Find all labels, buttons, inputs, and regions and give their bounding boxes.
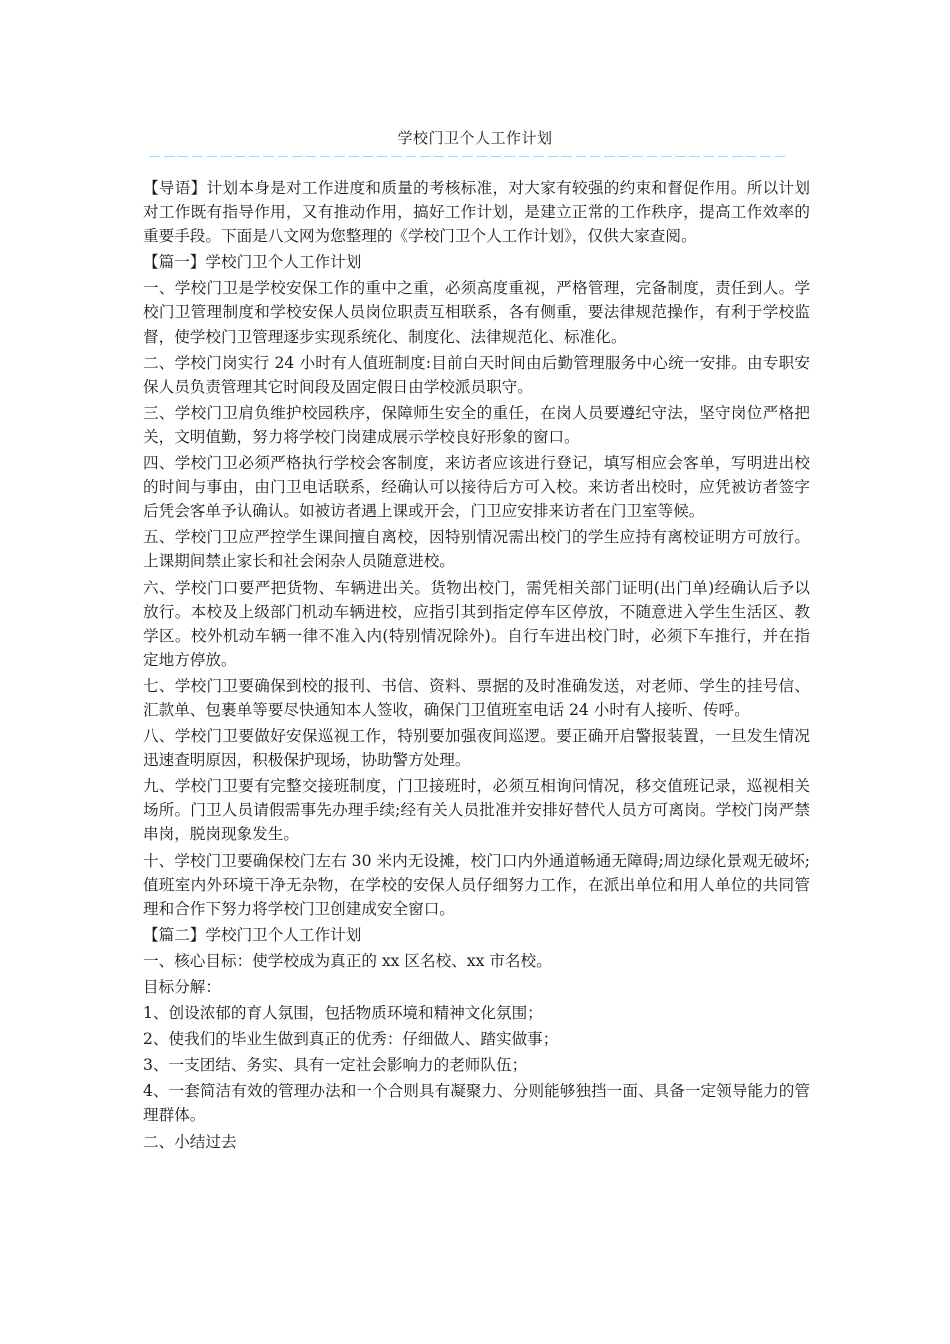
list-item: 2、使我们的毕业生做到真正的优秀：仔细做人、踏实做事； — [143, 1030, 559, 1049]
document-title: 学校门卫个人工作计划 — [397, 129, 553, 147]
paragraph: 五、学校门卫应严控学生课间擅自离校，因特别情况需出校门的学生应持有离校证明方可放行。上课期间禁止家长和社会闲杂人员随意进校。 — [143, 528, 810, 571]
paragraph: 六、学校门口要严把货物、车辆进出关。货物出校门，需凭相关部门证明(出门单)经确认后予以放行。本校及上级部门机动车辆进校，应指引其到指定停车区停放，不随意进入学生生活区、教学区。校外机动车辆一律不准入内(特别情况除外)。自行车进出校门时，必须下车推行，并在指定地方停放。 — [143, 578, 810, 669]
title-divider: －－－－－－－－－－－－－－－－－－－－－－－－－－－－－－－－－－－－－－－－－－－－－ — [148, 151, 787, 165]
paragraph: 四、学校门卫必须严格执行学校会客制度，来访者应该进行登记，填写相应会客单，写明进出校的时间与事由，由门卫电话联系，经确认可以接待后方可入校。来访者出校时，应凭被访者签字后凭会客单予认确认。如被访者遇上课或开会，门卫应安排来访者在门卫室等候。 — [143, 454, 810, 521]
section-heading-2: 【篇二】学校门卫个人工作计划 — [143, 925, 362, 944]
paragraph: 一、核心目标：使学校成为真正的 xx 区名校、xx 市名校。 — [143, 951, 552, 970]
paragraph: 二、小结过去 — [143, 1132, 237, 1151]
paragraph: 十、学校门卫要确保校门左右 30 米内无设摊，校门口内外通道畅通无障碍;周边绿化景观无破坏;值班室内外环境干净无杂物，在学校的安保人员仔细努力工作，在派出单位和用人单位的共同管理和合作下努力将学校门卫创建成安全窗口。 — [143, 851, 810, 918]
section-heading-1: 【篇一】学校门卫个人工作计划 — [143, 253, 362, 272]
paragraph: 七、学校门卫要确保到校的报刊、书信、资料、票据的及时准确发送，对老师、学生的挂号信、汇款单、包裹单等要尽快通知本人签收，确保门卫值班室电话 24 小时有人接听、传呼。 — [143, 676, 810, 719]
paragraph: 二、学校门岗实行 24 小时有人值班制度:目前白天时间由后勤管理服务中心统一安排。由专职安保人员负责管理其它时间段及固定假日由学校派员职守。 — [143, 353, 810, 396]
paragraph: 八、学校门卫要做好安保巡视工作，特别要加强夜间巡逻。要正确开启警报装置，一旦发生情况迅速查明原因，积极保护现场，协助警方处理。 — [143, 727, 810, 770]
paragraph: 九、学校门卫要有完整交接班制度，门卫接班时，必须互相询问情况，移交值班记录，巡视相关场所。门卫人员请假需事先办理手续;经有关人员批准并安排好替代人员方可离岗。学校门岗严禁串岗，脱岗现象发生。 — [143, 777, 810, 844]
paragraph-intro: 【导语】计划本身是对工作进度和质量的考核标准，对大家有较强的约束和督促作用。所以计划对工作既有指导作用，又有推动作用，搞好工作计划，是建立正常的工作秩序，提高工作效率的重要手段。下面是八文网为您整理的《学校门卫个人工作计划》，仅供大家查阅。 — [143, 179, 810, 246]
paragraph: 目标分解： — [143, 978, 221, 996]
list-item: 4、一套简洁有效的管理办法和一个合则具有凝聚力、分则能够独挡一面、具备一定领导能力的管理群体。 — [143, 1082, 810, 1125]
document-body — [143, 176, 810, 1156]
paragraph: 三、学校门卫肩负维护校园秩序，保障师生安全的重任，在岗人员要遵纪守法，坚守岗位严格把关，文明值勤，努力将学校门岗建成展示学校良好形象的窗口。 — [143, 403, 810, 446]
paragraph: 一、学校门卫是学校安保工作的重中之重，必须高度重视，严格管理，完备制度，责任到人。学校门卫管理制度和学校安保人员岗位职责互相联系，各有侧重，要法律规范操作，有利于学校监督，使学校门卫管理逐步实现系统化、制度化、法律规范化、标准化。 — [143, 279, 810, 346]
list-item: 3、一支团结、务实、具有一定社会影响力的老师队伍； — [143, 1056, 528, 1075]
list-item: 1、创设浓郁的育人氛围，包括物质环境和精神文化氛围； — [143, 1004, 543, 1023]
